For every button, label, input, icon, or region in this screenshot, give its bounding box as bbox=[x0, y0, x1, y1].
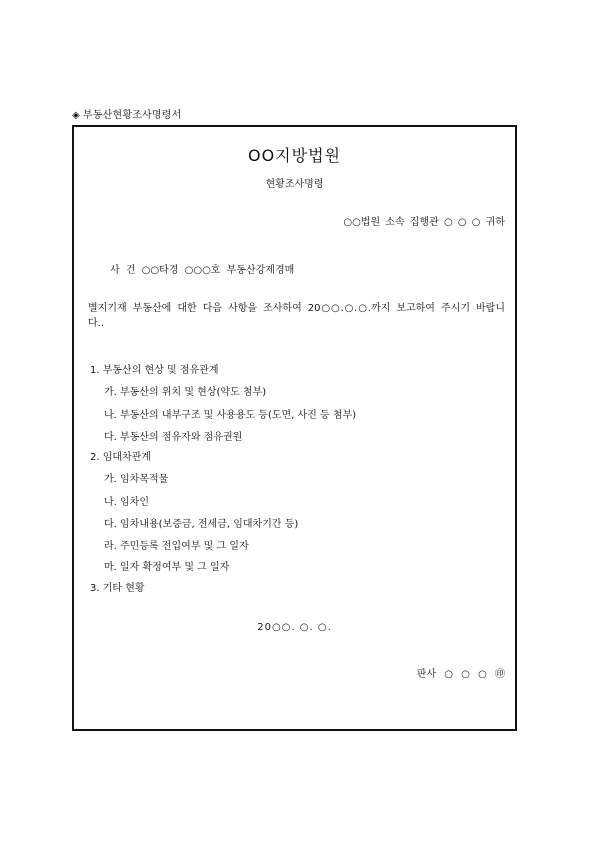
section-title: 2. 임대차관계 bbox=[90, 452, 152, 463]
section-item: 나. 임차인 bbox=[104, 497, 149, 508]
form-caption bbox=[72, 106, 182, 121]
document-frame bbox=[72, 125, 517, 731]
judge-signature-line: 판사 ○ ○ ○ ㊞ bbox=[416, 669, 505, 680]
form-caption-text: 부동산현황조사명령서 bbox=[82, 110, 182, 121]
addressee-line: ○○법원 소속 집행관 ○ ○ ○ 귀하 bbox=[343, 217, 505, 228]
court-title: OO지방법원 bbox=[247, 146, 341, 165]
section-title: 3. 기타 현황 bbox=[90, 583, 145, 594]
case-line: 사 건 ○○타경 ○○○호 부동산강제경매 bbox=[110, 265, 295, 276]
issue-date: 20○○. ○. ○. bbox=[257, 622, 332, 633]
section-item: 다. 부동산의 점유자와 점유권원 bbox=[104, 432, 243, 443]
section-item: 가. 임차목적물 bbox=[104, 474, 169, 485]
section-item: 다. 임차내용(보증금, 전세금, 임대차기간 등) bbox=[104, 519, 299, 530]
section-item: 가. 부동산의 위치 및 현상(약도 첨부) bbox=[104, 387, 267, 398]
diamond-bullet-icon: ◈ bbox=[72, 110, 80, 121]
section-title: 1. 부동산의 현상 및 점유관계 bbox=[90, 365, 219, 376]
section-item: 나. 부동산의 내부구조 및 사용용도 등(도면, 사진 등 첨부) bbox=[104, 410, 357, 421]
section-item: 마. 일자 확정여부 및 그 일자 bbox=[104, 562, 230, 573]
section-item: 라. 주민등록 전입여부 및 그 일자 bbox=[104, 541, 249, 552]
order-body-text: 별지기재 부동산에 대한 다음 사항을 조사하여 20○○.○.○.까지 보고하여 주시기 바랍니다.. bbox=[88, 303, 505, 329]
document-type: 현황조사명령 bbox=[265, 179, 324, 190]
